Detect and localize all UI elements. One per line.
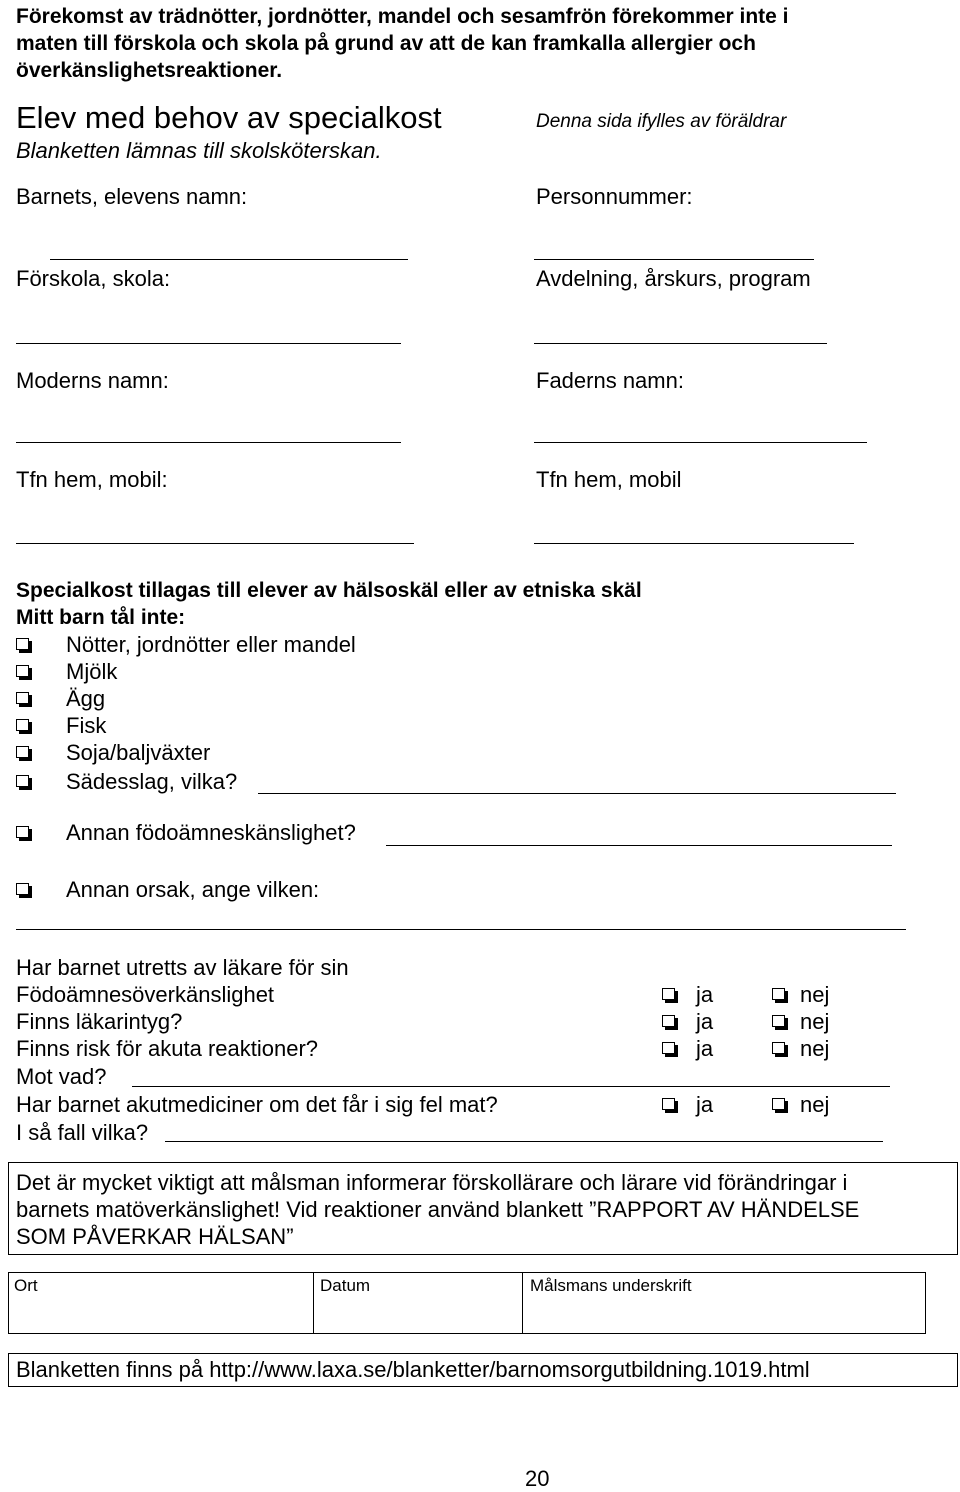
child-name-field[interactable] [50, 259, 408, 260]
page-number: 20 [525, 1466, 550, 1491]
notice-line-3: SOM PÅVERKAR HÄLSAN” [16, 1224, 294, 1249]
medicine-yes-checkbox[interactable] [662, 1098, 678, 1113]
question-against-what: Mot vad? [16, 1064, 107, 1089]
checkbox-other-reason[interactable] [16, 883, 32, 898]
personnummer-label: Personnummer: [536, 184, 693, 209]
intro-line-2: maten till förskola och skola på grund av att de kan framkalla allergier och [16, 32, 756, 55]
which-medicine-field[interactable] [165, 1141, 883, 1142]
acute-risk-no-label: nej [800, 1036, 830, 1061]
checkbox-egg[interactable] [16, 692, 32, 707]
grains-field[interactable] [258, 793, 896, 794]
school-field[interactable] [16, 343, 401, 344]
parents-fill-note: Denna sida ifylles av föräldrar [536, 111, 787, 132]
place-field[interactable] [12, 1298, 310, 1332]
against-what-field[interactable] [132, 1086, 890, 1087]
option-other-sensitivity: Annan födoämneskänslighet? [66, 820, 356, 845]
checkbox-fish[interactable] [16, 719, 32, 734]
intro-line-1: Förekomst av trädnötter, jordnötter, mandel och sesamfrön förekommer inte i [16, 5, 789, 28]
examined-yes-label: ja [696, 982, 714, 1007]
acute-risk-yes-checkbox[interactable] [662, 1042, 678, 1057]
intro-line-3: överkänslighetsreaktioner. [16, 59, 283, 82]
examined-no-checkbox[interactable] [772, 988, 788, 1003]
form-title: Elev med behov av specialkost [16, 100, 442, 135]
diet-heading: Specialkost tillagas till elever av hälsoskäl eller av etniska skäl [16, 579, 642, 602]
option-soy: Soja/baljväxter [66, 740, 211, 765]
department-label: Avdelning, årskurs, program [536, 266, 811, 291]
father-name-label: Faderns namn: [536, 368, 684, 393]
checkbox-other-sensitivity[interactable] [16, 826, 32, 841]
father-phone-field[interactable] [534, 543, 854, 544]
mother-phone-label: Tfn hem, mobil: [16, 467, 168, 492]
checkbox-soy[interactable] [16, 746, 32, 761]
other-sensitivity-field[interactable] [386, 845, 892, 846]
date-field[interactable] [317, 1298, 520, 1332]
question-certificate: Finns läkarintyg? [16, 1009, 183, 1034]
form-link[interactable]: Blanketten finns på http://www.laxa.se/blanketter/barnomsorgutbildning.1019.html [16, 1357, 810, 1382]
question-acute-risk: Finns risk för akuta reaktioner? [16, 1036, 319, 1061]
form-subtitle: Blanketten lämnas till skolsköterskan. [16, 138, 382, 163]
cannot-tolerate-heading: Mitt barn tål inte: [16, 606, 186, 629]
checkbox-grains[interactable] [16, 775, 32, 790]
examined-yes-checkbox[interactable] [662, 988, 678, 1003]
other-reason-field[interactable] [16, 929, 906, 930]
mother-name-label: Moderns namn: [16, 368, 169, 393]
mother-name-field[interactable] [16, 442, 401, 443]
certificate-no-label: nej [800, 1009, 830, 1034]
option-other-reason: Annan orsak, ange vilken: [66, 877, 320, 902]
acute-risk-no-checkbox[interactable] [772, 1042, 788, 1057]
mother-phone-field[interactable] [16, 543, 414, 544]
option-milk: Mjölk [66, 659, 118, 684]
notice-line-2: barnets matöverkänslighet! Vid reaktioner använd blankett ”RAPPORT AV HÄNDELSE [16, 1197, 860, 1222]
personnummer-field[interactable] [534, 259, 814, 260]
question-which-medicine: I så fall vilka? [16, 1120, 149, 1145]
notice-line-1: Det är mycket viktigt att målsman informerar förskollärare och lärare vid förändringar i [16, 1170, 848, 1195]
place-label: Ort [14, 1276, 38, 1295]
question-emergency-medicine: Har barnet akutmediciner om det får i sig fel mat? [16, 1092, 498, 1117]
option-nuts: Nötter, jordnötter eller mandel [66, 632, 356, 657]
guardian-signature-field[interactable] [526, 1298, 924, 1332]
guardian-signature-label: Målsmans underskrift [530, 1276, 692, 1295]
certificate-yes-label: ja [696, 1009, 714, 1034]
checkbox-milk[interactable] [16, 665, 32, 680]
examined-no-label: nej [800, 982, 830, 1007]
department-field[interactable] [534, 343, 827, 344]
school-label: Förskola, skola: [16, 266, 171, 291]
checkbox-nuts[interactable] [16, 638, 32, 653]
option-fish: Fisk [66, 713, 107, 738]
child-name-label: Barnets, elevens namn: [16, 184, 248, 209]
question-examined-line-1: Har barnet utretts av läkare för sin [16, 955, 349, 980]
medicine-no-checkbox[interactable] [772, 1098, 788, 1113]
date-label: Datum [320, 1276, 371, 1295]
signature-divider-1 [313, 1272, 314, 1334]
father-name-field[interactable] [534, 442, 867, 443]
father-phone-label: Tfn hem, mobil [536, 467, 682, 492]
question-examined-line-2: Födoämnesöverkänslighet [16, 982, 275, 1007]
option-egg: Ägg [66, 686, 106, 711]
option-grains: Sädesslag, vilka? [66, 769, 238, 794]
acute-risk-yes-label: ja [696, 1036, 714, 1061]
medicine-no-label: nej [800, 1092, 830, 1117]
certificate-no-checkbox[interactable] [772, 1015, 788, 1030]
signature-divider-2 [522, 1272, 523, 1334]
medicine-yes-label: ja [696, 1092, 714, 1117]
certificate-yes-checkbox[interactable] [662, 1015, 678, 1030]
